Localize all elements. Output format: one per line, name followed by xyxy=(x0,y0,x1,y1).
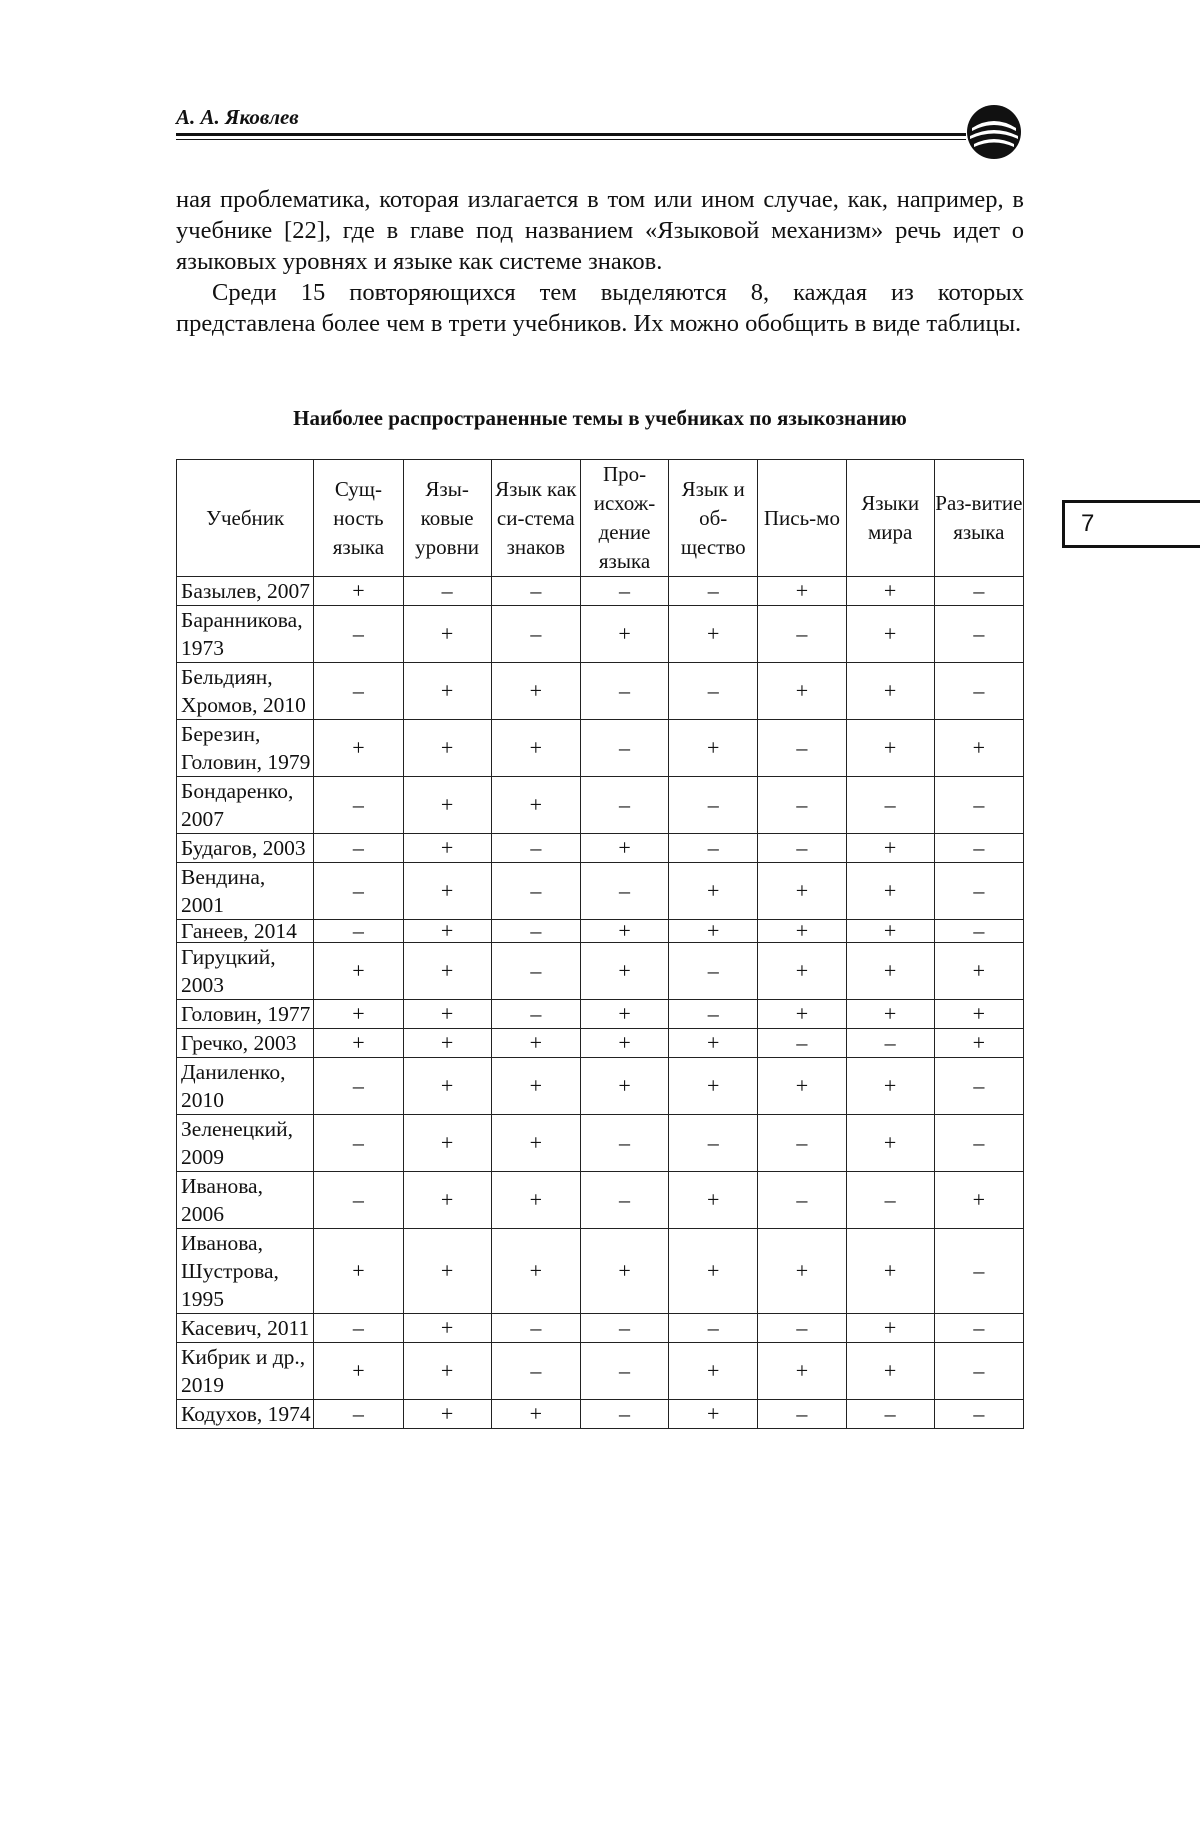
topic-mark-cell: – xyxy=(669,777,758,834)
column-header: Язык и об-щество xyxy=(669,460,758,577)
running-head: А. А. Яковлев xyxy=(176,105,299,129)
topic-mark-cell: + xyxy=(669,1400,758,1429)
table-header-row xyxy=(177,460,1024,577)
topic-mark-cell: + xyxy=(403,1400,491,1429)
topic-mark-cell: + xyxy=(403,1029,491,1058)
column-header: Про-исхож-дение языка xyxy=(580,460,668,577)
topic-mark-cell: + xyxy=(314,720,403,777)
topic-mark-cell: – xyxy=(491,834,580,863)
textbook-cell: Гируцкий, 2003 xyxy=(177,943,314,1000)
topic-mark-cell: + xyxy=(580,606,668,663)
paragraph-2: Среди 15 повторяющихся тем выделяются 8, каждая из которых представлена более чем в трети учебников. Их можно обобщить в виде таблицы. xyxy=(176,279,1024,337)
topic-mark-cell: + xyxy=(403,1314,491,1343)
textbook-cell: Вендина, 2001 xyxy=(177,863,314,920)
topic-mark-cell: – xyxy=(491,1000,580,1029)
topic-mark-cell: + xyxy=(403,777,491,834)
topic-mark-cell: – xyxy=(491,577,580,606)
topic-mark-cell: – xyxy=(314,1314,403,1343)
textbook-cell: Базылев, 2007 xyxy=(177,577,314,606)
topic-mark-cell: + xyxy=(491,1400,580,1429)
topic-mark-cell: – xyxy=(669,1000,758,1029)
table-row xyxy=(177,1172,1024,1229)
topic-mark-cell: + xyxy=(758,577,846,606)
topic-mark-cell: + xyxy=(403,1115,491,1172)
textbook-cell: Головин, 1977 xyxy=(177,1000,314,1029)
topic-mark-cell: – xyxy=(580,1400,668,1429)
topic-mark-cell: – xyxy=(314,1115,403,1172)
column-header: Раз-витие языка xyxy=(934,460,1023,577)
column-header: Сущ-ность языка xyxy=(314,460,403,577)
column-header: Языки мира xyxy=(846,460,934,577)
topic-mark-cell: + xyxy=(403,1343,491,1400)
topic-mark-cell: – xyxy=(934,1058,1023,1115)
textbook-cell: Касевич, 2011 xyxy=(177,1314,314,1343)
topic-mark-cell: – xyxy=(491,1343,580,1400)
topic-mark-cell: – xyxy=(491,606,580,663)
topic-mark-cell: + xyxy=(491,1172,580,1229)
topic-mark-cell: – xyxy=(314,920,403,943)
topic-mark-cell: + xyxy=(758,1058,846,1115)
topic-mark-cell: – xyxy=(934,834,1023,863)
topic-mark-cell: – xyxy=(314,1400,403,1429)
topic-mark-cell: – xyxy=(580,1343,668,1400)
topic-mark-cell: + xyxy=(403,943,491,1000)
topic-mark-cell: – xyxy=(580,1172,668,1229)
topic-mark-cell: + xyxy=(403,663,491,720)
paragraph-1: ная проблематика, которая излагается в том или ином случае, как, например, в учебнике [22], где в главе под названием «Языковой механизм» речь идет о языковых уровнях и языке как системе знаков. xyxy=(176,186,1024,275)
topic-mark-cell: – xyxy=(669,1314,758,1343)
topic-mark-cell: + xyxy=(314,577,403,606)
topic-mark-cell: + xyxy=(758,663,846,720)
textbook-cell: Даниленко, 2010 xyxy=(177,1058,314,1115)
topic-mark-cell: + xyxy=(846,720,934,777)
topic-mark-cell: – xyxy=(846,777,934,834)
page-number-tab: 7 xyxy=(1062,500,1200,548)
topic-mark-cell: + xyxy=(314,943,403,1000)
topic-mark-cell: – xyxy=(314,1058,403,1115)
topic-mark-cell: – xyxy=(314,663,403,720)
textbook-cell: Гречко, 2003 xyxy=(177,1029,314,1058)
table-row xyxy=(177,943,1024,1000)
topic-mark-cell: + xyxy=(758,1000,846,1029)
topic-mark-cell: – xyxy=(846,1029,934,1058)
topic-mark-cell: – xyxy=(758,1115,846,1172)
table-row xyxy=(177,1115,1024,1172)
topic-mark-cell: – xyxy=(580,663,668,720)
topic-mark-cell: + xyxy=(491,777,580,834)
topic-mark-cell: + xyxy=(403,1000,491,1029)
topic-mark-cell: + xyxy=(758,863,846,920)
table-row xyxy=(177,1343,1024,1400)
topic-mark-cell: – xyxy=(403,577,491,606)
topic-mark-cell: + xyxy=(846,1343,934,1400)
topic-mark-cell: + xyxy=(491,1058,580,1115)
topic-mark-cell: + xyxy=(934,720,1023,777)
textbook-cell: Будагов, 2003 xyxy=(177,834,314,863)
table-row xyxy=(177,577,1024,606)
topic-mark-cell: + xyxy=(580,834,668,863)
topic-mark-cell: – xyxy=(934,1115,1023,1172)
publisher-logo-icon xyxy=(964,102,1024,162)
topic-mark-cell: – xyxy=(758,834,846,863)
header-rule xyxy=(176,133,966,136)
topic-mark-cell: + xyxy=(403,720,491,777)
column-header: Язык как си-стема знаков xyxy=(491,460,580,577)
topic-mark-cell: – xyxy=(491,943,580,1000)
table-row xyxy=(177,920,1024,943)
topic-mark-cell: – xyxy=(669,577,758,606)
topic-mark-cell: – xyxy=(934,606,1023,663)
table-row xyxy=(177,834,1024,863)
topic-mark-cell: – xyxy=(669,1115,758,1172)
topic-mark-cell: + xyxy=(934,943,1023,1000)
topic-mark-cell: – xyxy=(846,1400,934,1429)
topic-mark-cell: + xyxy=(846,863,934,920)
topic-mark-cell: – xyxy=(758,1314,846,1343)
topic-mark-cell: + xyxy=(491,1229,580,1314)
topic-mark-cell: – xyxy=(934,1400,1023,1429)
topic-mark-cell: + xyxy=(846,1314,934,1343)
column-header: Язы-ковые уровни xyxy=(403,460,491,577)
topic-mark-cell: – xyxy=(758,1400,846,1429)
topic-mark-cell: – xyxy=(580,1115,668,1172)
textbook-cell: Бондаренко, 2007 xyxy=(177,777,314,834)
topic-mark-cell: + xyxy=(669,1029,758,1058)
topic-mark-cell: + xyxy=(403,834,491,863)
topic-mark-cell: + xyxy=(846,943,934,1000)
topic-mark-cell: + xyxy=(491,1115,580,1172)
topic-mark-cell: + xyxy=(403,863,491,920)
header-rule-thin xyxy=(176,139,966,140)
table-row xyxy=(177,1400,1024,1429)
topic-mark-cell: + xyxy=(669,1343,758,1400)
topic-mark-cell: – xyxy=(934,777,1023,834)
topic-mark-cell: + xyxy=(846,1058,934,1115)
topic-mark-cell: – xyxy=(758,606,846,663)
topic-mark-cell: + xyxy=(669,920,758,943)
topic-mark-cell: – xyxy=(934,1229,1023,1314)
topic-mark-cell: – xyxy=(491,920,580,943)
topic-mark-cell: – xyxy=(491,863,580,920)
topics-table xyxy=(176,459,1024,1429)
topic-mark-cell: – xyxy=(934,1343,1023,1400)
topic-mark-cell: + xyxy=(846,663,934,720)
table-row xyxy=(177,720,1024,777)
textbook-cell: Кодухов, 1974 xyxy=(177,1400,314,1429)
topic-mark-cell: + xyxy=(846,606,934,663)
topic-mark-cell: + xyxy=(846,920,934,943)
topic-mark-cell: + xyxy=(934,1029,1023,1058)
table-row xyxy=(177,1229,1024,1314)
topic-mark-cell: + xyxy=(403,606,491,663)
topic-mark-cell: + xyxy=(758,943,846,1000)
topic-mark-cell: – xyxy=(580,720,668,777)
topic-mark-cell: + xyxy=(758,1343,846,1400)
textbook-cell: Зеленецкий, 2009 xyxy=(177,1115,314,1172)
topic-mark-cell: – xyxy=(314,777,403,834)
topic-mark-cell: + xyxy=(491,1029,580,1058)
topic-mark-cell: – xyxy=(934,577,1023,606)
topic-mark-cell: + xyxy=(934,1000,1023,1029)
table-caption: Наиболее распространенные темы в учебниках по языкознанию xyxy=(293,406,907,430)
topic-mark-cell: – xyxy=(758,720,846,777)
topic-mark-cell: – xyxy=(934,1314,1023,1343)
textbook-cell: Бельдиян, Хромов, 2010 xyxy=(177,663,314,720)
topic-mark-cell: + xyxy=(403,1172,491,1229)
topic-mark-cell: + xyxy=(580,1000,668,1029)
topic-mark-cell: – xyxy=(758,1029,846,1058)
topic-mark-cell: + xyxy=(758,920,846,943)
textbook-cell: Березин, Головин, 1979 xyxy=(177,720,314,777)
topic-mark-cell: + xyxy=(669,863,758,920)
topic-mark-cell: + xyxy=(846,1000,934,1029)
topic-mark-cell: – xyxy=(934,920,1023,943)
topic-mark-cell: + xyxy=(314,1343,403,1400)
topic-mark-cell: – xyxy=(314,863,403,920)
topic-mark-cell: + xyxy=(846,577,934,606)
table-row xyxy=(177,663,1024,720)
textbook-cell: Баранникова, 1973 xyxy=(177,606,314,663)
textbook-cell: Иванова, 2006 xyxy=(177,1172,314,1229)
topic-mark-cell: + xyxy=(934,1172,1023,1229)
table-row xyxy=(177,1000,1024,1029)
topic-mark-cell: + xyxy=(491,720,580,777)
topic-mark-cell: + xyxy=(314,1000,403,1029)
topic-mark-cell: – xyxy=(580,577,668,606)
table-row xyxy=(177,1058,1024,1115)
body-text xyxy=(176,184,1024,339)
topic-mark-cell: – xyxy=(934,663,1023,720)
topic-mark-cell: + xyxy=(846,1229,934,1314)
topic-mark-cell: + xyxy=(580,1058,668,1115)
column-header: Учебник xyxy=(177,460,314,577)
topic-mark-cell: – xyxy=(758,1172,846,1229)
topic-mark-cell: – xyxy=(934,863,1023,920)
topic-mark-cell: + xyxy=(669,1229,758,1314)
topic-mark-cell: + xyxy=(580,1029,668,1058)
topic-mark-cell: – xyxy=(491,1314,580,1343)
topic-mark-cell: + xyxy=(669,1058,758,1115)
table-body xyxy=(177,577,1024,1429)
topic-mark-cell: – xyxy=(669,834,758,863)
table-row xyxy=(177,777,1024,834)
topic-mark-cell: + xyxy=(314,1229,403,1314)
topic-mark-cell: – xyxy=(314,606,403,663)
topic-mark-cell: + xyxy=(669,720,758,777)
topic-mark-cell: – xyxy=(580,1314,668,1343)
topic-mark-cell: + xyxy=(758,1229,846,1314)
topic-mark-cell: – xyxy=(846,1172,934,1229)
table-row xyxy=(177,1029,1024,1058)
topic-mark-cell: – xyxy=(580,777,668,834)
textbook-cell: Ганеев, 2014 xyxy=(177,920,314,943)
textbook-cell: Иванова, Шустрова, 1995 xyxy=(177,1229,314,1314)
topic-mark-cell: + xyxy=(403,1229,491,1314)
topic-mark-cell: + xyxy=(846,834,934,863)
topic-mark-cell: – xyxy=(669,943,758,1000)
topic-mark-cell: + xyxy=(580,1229,668,1314)
topic-mark-cell: – xyxy=(314,834,403,863)
topic-mark-cell: – xyxy=(314,1172,403,1229)
table-row xyxy=(177,863,1024,920)
topic-mark-cell: + xyxy=(846,1115,934,1172)
topic-mark-cell: + xyxy=(580,943,668,1000)
topic-mark-cell: – xyxy=(758,777,846,834)
topic-mark-cell: + xyxy=(403,1058,491,1115)
topic-mark-cell: + xyxy=(491,663,580,720)
textbook-cell: Кибрик и др., 2019 xyxy=(177,1343,314,1400)
topic-mark-cell: + xyxy=(403,920,491,943)
topic-mark-cell: – xyxy=(669,663,758,720)
table-row xyxy=(177,1314,1024,1343)
table-row xyxy=(177,606,1024,663)
topic-mark-cell: + xyxy=(314,1029,403,1058)
topic-mark-cell: – xyxy=(580,863,668,920)
topic-mark-cell: + xyxy=(580,920,668,943)
topic-mark-cell: + xyxy=(669,606,758,663)
column-header: Пись-мо xyxy=(758,460,846,577)
topic-mark-cell: + xyxy=(669,1172,758,1229)
